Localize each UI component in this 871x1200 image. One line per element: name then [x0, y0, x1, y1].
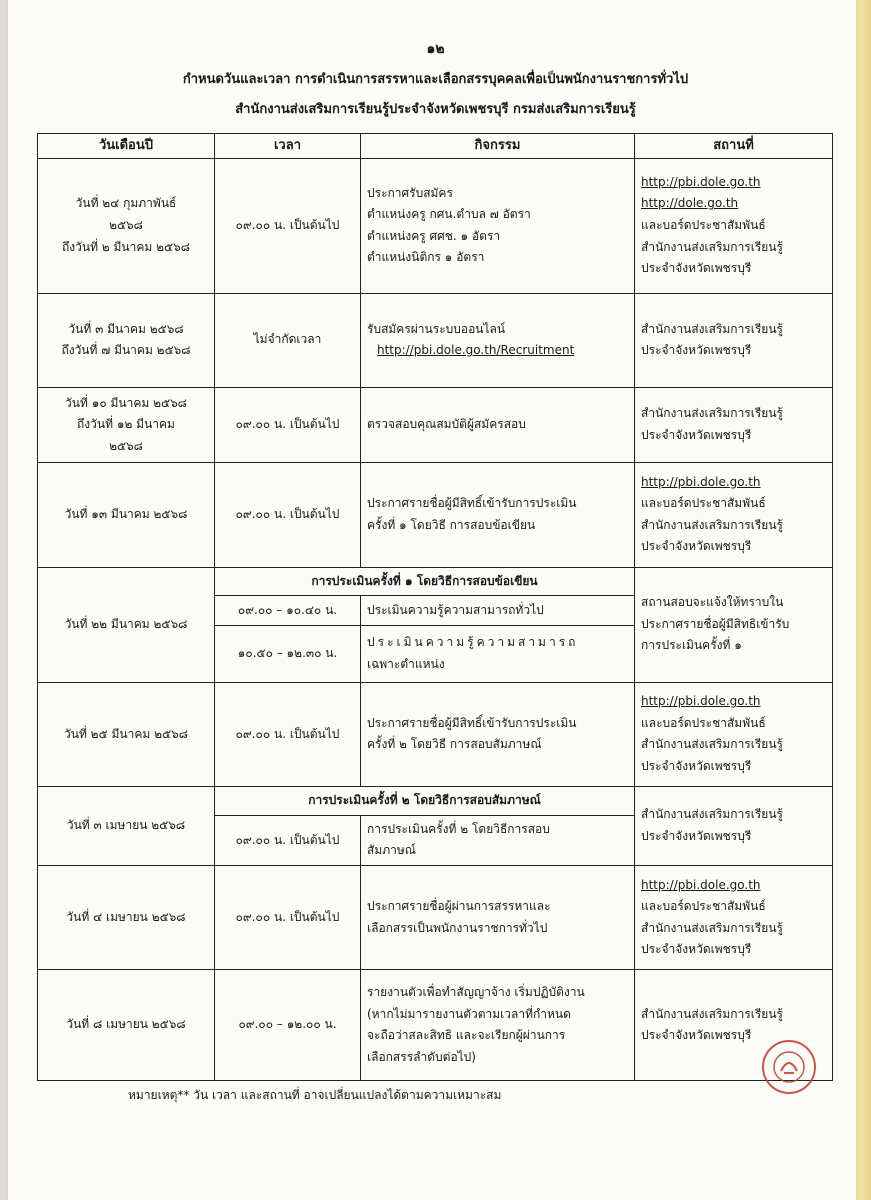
page-number: ๑๒ [426, 41, 445, 57]
official-seal-stamp [762, 1040, 816, 1094]
activity-line: การประเมินครั้งที่ ๒ โดยวิธีการสอบ [367, 821, 550, 836]
date-cell [38, 387, 215, 462]
place-line: ประจำจังหวัดเพชรบุรี [641, 1028, 752, 1043]
activity-line: ตำแหน่งครู กศน.ตำบล ๗ อัตรา [367, 207, 531, 222]
time-cell: ๑๐.๕๐ – ๑๒.๓๐ น. [215, 626, 361, 682]
eval1-heading: การประเมินครั้งที่ ๑ โดยวิธีการสอบข้อเขียน [215, 567, 635, 596]
activity-line: ประกาศรายชื่อผู้ผ่านการสรรหาและ [367, 899, 551, 914]
activity-line: เลือกสรรลำดับต่อไป) [367, 1049, 476, 1064]
activity-line: เลือกสรรเป็นพนักงานราชการทั่วไป [367, 920, 548, 935]
table-header-row [38, 134, 833, 159]
schedule-table [37, 133, 833, 1081]
table-row [38, 463, 833, 567]
table-row [38, 970, 833, 1081]
header-date: วันเดือนปี [38, 134, 215, 159]
place-line: ประจำจังหวัดเพชรบุรี [641, 261, 752, 276]
place-line: และบอร์ดประชาสัมพันธ์ [641, 715, 766, 730]
activity-line: (หากไม่มารายงานตัวตามเวลาที่กำหนด [367, 1006, 571, 1021]
date-line: ถึงวันที่ ๑๒ มีนาคม [77, 417, 175, 432]
place-line: และบอร์ดประชาสัมพันธ์ [641, 899, 766, 914]
activity-cell [361, 866, 635, 970]
date-cell: วันที่ ๑๓ มีนาคม ๒๕๖๘ [38, 463, 215, 567]
place-line: ประจำจังหวัดเพชรบุรี [641, 539, 752, 554]
place-cell [635, 567, 833, 682]
website-link[interactable]: http://dole.go.th [641, 196, 739, 211]
activity-line: ประกาศรายชื่อผู้มีสิทธิ์เข้ารับการประเมิน [367, 715, 577, 730]
activity-line: ประกาศรายชื่อผู้มีสิทธิ์เข้ารับการประเมิน [367, 496, 577, 511]
footnote: หมายเหตุ** วัน เวลา และสถานที่ อาจเปลี่ยนแปลงได้ตามความเหมาะสม [128, 1088, 502, 1102]
place-line: ประจำจังหวัดเพชรบุรี [641, 758, 752, 773]
activity-line: รับสมัครผ่านระบบออนไลน์ [367, 321, 506, 336]
date-line: วันที่ ๑๐ มีนาคม ๒๕๖๘ [65, 395, 187, 410]
date-line: ถึงวันที่ ๒ มีนาคม ๒๕๖๘ [62, 239, 190, 254]
place-cell [635, 463, 833, 567]
date-cell: วันที่ ๒๒ มีนาคม ๒๕๖๘ [38, 567, 215, 682]
activity-cell [361, 159, 635, 294]
place-line: สำนักงานส่งเสริมการเรียนรู้ [641, 239, 783, 254]
place-cell [635, 866, 833, 970]
activity-cell [361, 463, 635, 567]
website-link[interactable]: http://pbi.dole.go.th [641, 174, 761, 189]
place-line: ประกาศรายชื่อผู้มีสิทธิเข้ารับ [641, 616, 790, 631]
date-cell: วันที่ ๔ เมษายน ๒๕๖๘ [38, 866, 215, 970]
activity-line: ครั้งที่ ๑ โดยวิธี การสอบข้อเขียน [367, 517, 536, 532]
seal-emblem-icon [771, 1049, 807, 1085]
time-cell: ๐๙.๐๐ – ๑๐.๔๐ น. [215, 596, 361, 626]
website-link[interactable]: http://pbi.dole.go.th [641, 877, 761, 892]
time-cell: ๐๙.๐๐ น. เป็นต้นไป [215, 682, 361, 786]
date-line: วันที่ ๒๔ กุมภาพันธ์ [75, 196, 177, 211]
place-line: สำนักงานส่งเสริมการเรียนรู้ [641, 807, 783, 822]
activity-line: รายงานตัวเพื่อทำสัญญาจ้าง เริ่มปฏิบัติงาน [367, 985, 585, 1000]
time-cell: ๐๙.๐๐ น. เป็นต้นไป [215, 463, 361, 567]
website-link[interactable]: http://pbi.dole.go.th [641, 474, 761, 489]
document-title: กำหนดวันและเวลา การดำเนินการสรรหาและเลือกสรรบุคคลเพื่อเป็นพนักงานราชการทั่วไป [182, 72, 689, 87]
time-cell: ๐๙.๐๐ น. เป็นต้นไป [215, 159, 361, 294]
time-cell: ๐๙.๐๐ น. เป็นต้นไป [215, 387, 361, 462]
place-line: สำนักงานส่งเสริมการเรียนรู้ [641, 406, 783, 421]
activity-cell [361, 293, 635, 387]
date-cell: วันที่ ๒๕ มีนาคม ๒๕๖๘ [38, 682, 215, 786]
place-line: สำนักงานส่งเสริมการเรียนรู้ [641, 737, 783, 752]
place-line: ประจำจังหวัดเพชรบุรี [641, 428, 752, 443]
header-place: สถานที่ [635, 134, 833, 159]
activity-line: จะถือว่าสละสิทธิ และจะเรียกผู้ผ่านการ [367, 1028, 566, 1043]
place-line: และบอร์ดประชาสัมพันธ์ [641, 496, 766, 511]
place-cell [635, 293, 833, 387]
table-row [38, 787, 833, 816]
time-cell: ไม่จำกัดเวลา [215, 293, 361, 387]
place-line: ประจำจังหวัดเพชรบุรี [641, 343, 752, 358]
activity-line: ครั้งที่ ๒ โดยวิธี การสอบสัมภาษณ์ [367, 737, 542, 752]
place-line: ประจำจังหวัดเพชรบุรี [641, 942, 752, 957]
place-cell [635, 387, 833, 462]
header-activity: กิจกรรม [361, 134, 635, 159]
date-cell [38, 293, 215, 387]
place-line: ประจำจังหวัดเพชรบุรี [641, 829, 752, 844]
activity-cell [361, 815, 635, 865]
activity-line: ตำแหน่งนิติกร ๑ อัตรา [367, 250, 485, 265]
place-cell [635, 159, 833, 294]
activity-cell [361, 626, 635, 682]
place-line: และบอร์ดประชาสัมพันธ์ [641, 217, 766, 232]
activity-line: สัมภาษณ์ [367, 843, 416, 858]
website-link[interactable]: http://pbi.dole.go.th [641, 694, 761, 709]
time-cell: ๐๙.๐๐ น. เป็นต้นไป [215, 815, 361, 865]
date-line: ถึงวันที่ ๗ มีนาคม ๒๕๖๘ [61, 343, 191, 358]
activity-cell: ตรวจสอบคุณสมบัติผู้สมัครสอบ [361, 387, 635, 462]
activity-cell [361, 682, 635, 786]
place-line: สำนักงานส่งเสริมการเรียนรู้ [641, 920, 783, 935]
date-cell: วันที่ ๘ เมษายน ๒๕๖๘ [38, 970, 215, 1081]
time-cell: ๐๙.๐๐ น. เป็นต้นไป [215, 866, 361, 970]
document-subtitle: สำนักงานส่งเสริมการเรียนรู้ประจำจังหวัดเพชรบุรี กรมส่งเสริมการเรียนรู้ [235, 102, 636, 117]
activity-line: ตำแหน่งครู ศศช. ๑ อัตรา [367, 228, 501, 243]
activity-line: ประเมินความรู้ความสามารถ [367, 635, 579, 650]
place-line: สำนักงานส่งเสริมการเรียนรู้ [641, 517, 783, 532]
table-row [38, 567, 833, 596]
recruitment-link[interactable]: http://pbi.dole.go.th/Recruitment [377, 343, 575, 358]
date-cell [38, 159, 215, 294]
table-row [38, 866, 833, 970]
place-line: สำนักงานส่งเสริมการเรียนรู้ [641, 321, 783, 336]
activity-line: ประกาศรับสมัคร [367, 185, 453, 200]
table-row [38, 387, 833, 462]
table-row [38, 293, 833, 387]
table-row [38, 682, 833, 786]
place-cell [635, 682, 833, 786]
page-edge [856, 0, 871, 1200]
header-time: เวลา [215, 134, 361, 159]
date-cell: วันที่ ๓ เมษายน ๒๕๖๘ [38, 787, 215, 866]
date-line: ๒๕๖๘ [109, 438, 143, 453]
date-line: วันที่ ๓ มีนาคม ๒๕๖๘ [68, 321, 184, 336]
place-line: การประเมินครั้งที่ ๑ [641, 638, 742, 653]
activity-cell [361, 970, 635, 1081]
activity-cell: ประเมินความรู้ความสามารถทั่วไป [361, 596, 635, 626]
place-cell [635, 787, 833, 866]
activity-line: เฉพาะตำแหน่ง [367, 656, 445, 671]
place-line: สถานสอบจะแจ้งให้ทราบใน [641, 595, 784, 610]
place-line: สำนักงานส่งเสริมการเรียนรู้ [641, 1006, 783, 1021]
time-cell: ๐๙.๐๐ – ๑๒.๐๐ น. [215, 970, 361, 1081]
date-line: ๒๕๖๘ [109, 217, 143, 232]
eval2-heading: การประเมินครั้งที่ ๒ โดยวิธีการสอบสัมภาษณ์ [215, 787, 635, 816]
table-row [38, 159, 833, 294]
